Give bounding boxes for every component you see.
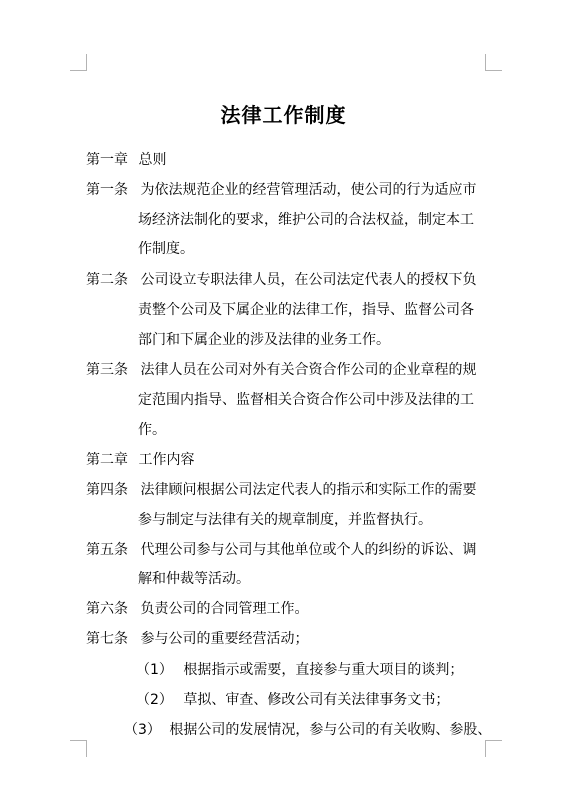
article-label: 第二条 [86, 272, 128, 288]
article-text: 法律人员在公司对外有关合资合作公司的企业章程的规 [140, 362, 477, 378]
list-item-text: 草拟、审查、修改公司有关法律事务文书； [183, 692, 450, 708]
article-7-line-1 [86, 629, 308, 649]
list-item-text: 根据指示或需要，直接参与重大项目的谈判； [183, 662, 464, 678]
corner-mark-top-right [485, 54, 502, 71]
corner-mark-bottom-left [70, 740, 87, 757]
article-label: 第五条 [86, 542, 128, 558]
article-3-line-3: 作。 [138, 422, 166, 438]
article-3-line-2: 定范围内指导、监督相关合资合作公司中涉及法律的工 [138, 392, 474, 408]
article-label: 第六条 [86, 601, 128, 617]
article-text: 法律顾问根据公司法定代表人的指示和实际工作的需要 [140, 482, 477, 498]
list-item-number: （2） [136, 692, 173, 708]
article-text: 为依法规范企业的经营管理活动，使公司的行为适应市 [140, 182, 477, 198]
article-4-line-1 [86, 480, 476, 500]
article-3-line-1 [86, 360, 476, 380]
article-label: 第四条 [86, 482, 128, 498]
article-label: 第一条 [86, 182, 128, 198]
chapter-heading [86, 150, 166, 170]
article-1-line-3: 作制度。 [138, 241, 194, 257]
article-2-line-3: 部门和下属企业的涉及法律的业务工作。 [138, 332, 390, 348]
article-1-line-2: 场经济法制化的要求，维护公司的合法权益，制定本工 [138, 212, 474, 228]
article-text: 代理公司参与公司与其他单位或个人的纠纷的诉讼、调 [140, 542, 477, 558]
article-label: 第三条 [86, 362, 128, 378]
list-item-number: （3） [124, 722, 161, 738]
article-text: 参与公司的重要经营活动； [140, 631, 309, 647]
article-4-line-2: 参与制定与法律有关的规章制度，并监督执行。 [138, 512, 432, 528]
list-item-number: （1） [136, 662, 173, 678]
corner-mark-top-left [70, 54, 87, 71]
chapter-label: 第一章 [86, 152, 128, 168]
article-label: 第七条 [86, 631, 128, 647]
chapter-name: 总则 [138, 152, 167, 168]
article-text: 负责公司的合同管理工作。 [140, 601, 309, 617]
chapter-label: 第二章 [86, 452, 128, 468]
article-text: 公司设立专职法律人员，在公司法定代表人的授权下负 [140, 272, 477, 288]
list-item [136, 660, 463, 680]
chapter-heading [86, 450, 194, 470]
document-title: 法律工作制度 [220, 103, 347, 127]
list-item [136, 690, 449, 710]
article-5-line-1 [86, 540, 476, 560]
chapter-name: 工作内容 [138, 452, 195, 468]
article-2-line-1 [86, 270, 476, 290]
article-2-line-2: 责整个公司及下属企业的法律工作，指导、监督公司各 [138, 302, 474, 318]
article-5-line-2: 解和仲裁等活动。 [138, 571, 250, 587]
list-item [124, 720, 491, 740]
list-item-text: 根据公司的发展情况，参与公司的有关收购、参股、 [169, 722, 492, 738]
article-1-line-1 [86, 180, 476, 200]
article-6-line-1 [86, 599, 308, 619]
corner-mark-bottom-right [485, 740, 502, 757]
